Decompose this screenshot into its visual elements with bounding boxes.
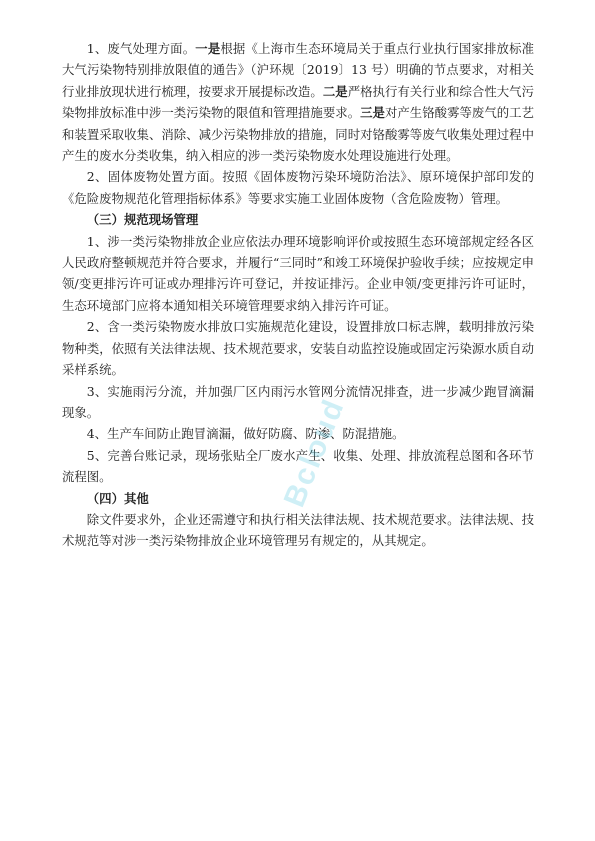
paragraph-text: 对产生铬酸雾等废气的工艺和装置采取收集、消除、减少污染物排放的措施，同时对铬酸雾等废气收集处理过程中产生的废水分类收集，纳入相应的涉一类污染物废水处理设施进行处理。 [62, 105, 534, 164]
paragraph-text: 根据《上海市生态环境局关于重点行业执行国家排放标准大气污染物特别排放限值的通告》（沪环规〔2019〕13 号）明确的节点要求，对相关行业排放现状进行梳理，按要求开展提标改造。 [62, 41, 535, 99]
emphasis-first: 一是 [195, 41, 221, 56]
section-heading-site-management: （三）规范现场管理 [86, 212, 199, 228]
emphasis-third: 三是 [360, 105, 385, 121]
emphasis-second: 二是 [322, 83, 348, 99]
paragraph-site-1: 1、涉一类污染物排放企业应依法办理环境影响评价或按照生态环境部规定经各区人民政府整顿规范并符合要求，并履行“三同时”和竣工环境保护验收手续；应按规定申领/变更排污许可证或办理排污许可登记，并按证排污。企业申领/变更排污许可证时，生态环境部门应将本通知相关环境管理要求纳入排污许可证。 [62, 233, 534, 313]
paragraph-site-3: 3、实施雨污分流，并加强厂区内雨污水管网分流情况排查，进一步减少跑冒滴漏现象。 [62, 383, 534, 420]
paragraph-site-2: 2、含一类污染物废水排放口实施规范化建设，设置排放口标志牌，载明排放污染物种类，依照有关法律法规、技术规范要求，安装自动监控设施或固定污染源水质自动采样系统。 [62, 319, 534, 378]
paragraph-exhaust-gas [62, 38, 534, 166]
watermark: Bcloud [277, 393, 351, 512]
paragraph-lead: 1、废气处理方面。 [86, 41, 196, 56]
paragraph-site-5: 5、完善台账记录，现场张贴全厂废水产生、收集、处理、排放流程总图和各环节流程图。 [62, 447, 534, 485]
section-heading-other: （四）其他 [86, 490, 149, 506]
paragraph-site-4: 4、生产车间防止跑冒滴漏，做好防腐、防渗、防混措施。 [86, 426, 405, 442]
paragraph-solid-waste: 2、固体废物处置方面。按照《固体废物污染环境防治法》、原环境保护部印发的《危险废物规范化管理指标体系》等要求实施工业固体废物（含危险废物）管理。 [62, 169, 534, 206]
paragraph-text: 严格执行有关行业和综合性大气污染物排放标准中涉一类污染物的限值和管理措施要求。 [62, 83, 534, 121]
paragraph-other: 除文件要求外，企业还需遵守和执行相关法律法规、技术规范要求。法律法规、技术规范等对涉一类污染物排放企业环境管理另有规定的，从其规定。 [62, 511, 534, 549]
